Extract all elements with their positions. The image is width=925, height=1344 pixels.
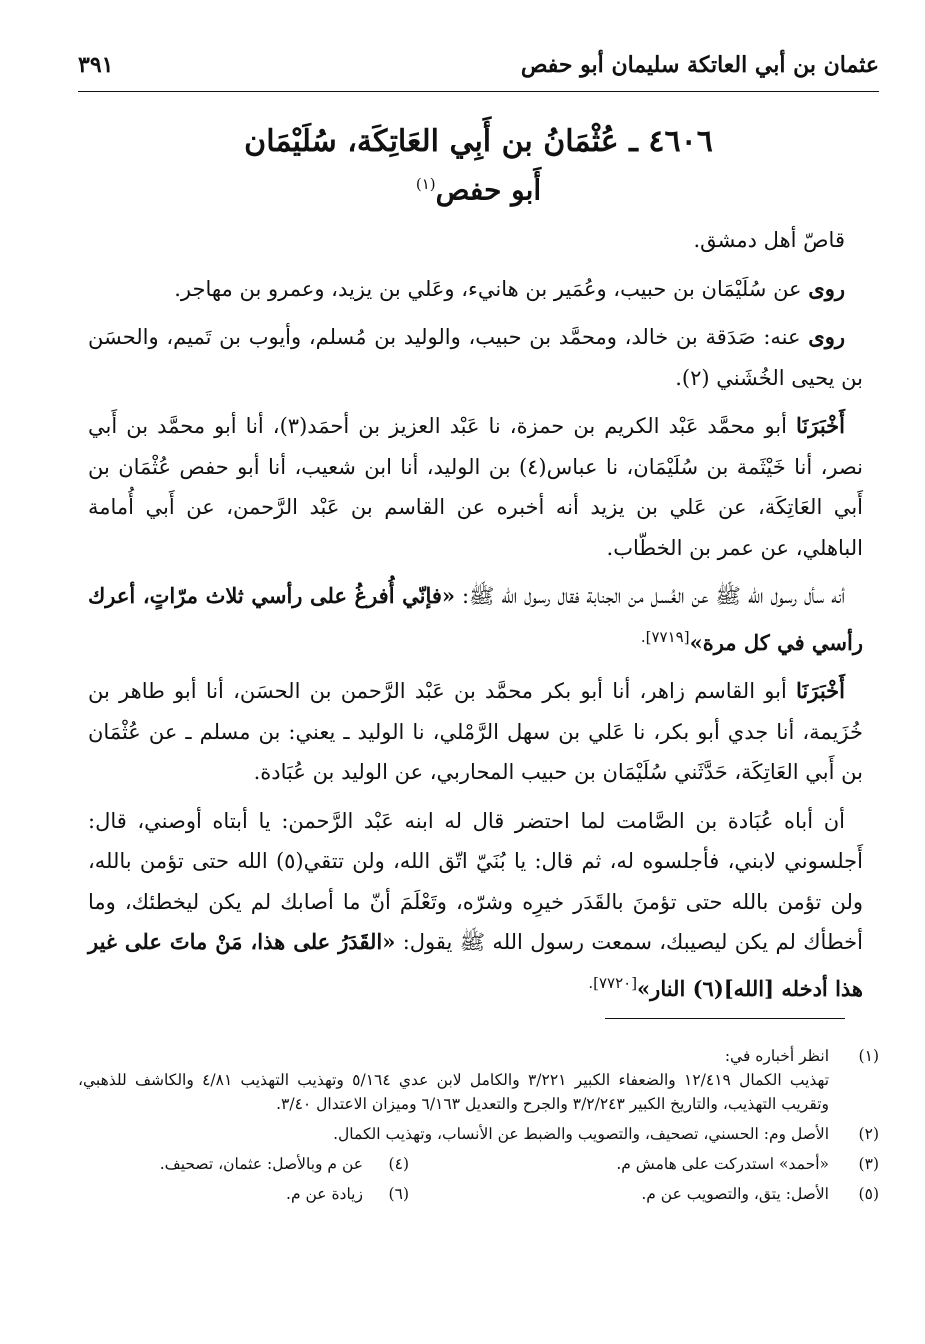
entry-title-kunya: أَبو حفص	[435, 173, 542, 207]
footnotes	[78, 1044, 879, 1212]
paragraph-hadith-1	[88, 576, 863, 663]
paragraph-hadith-2	[88, 801, 863, 1010]
footnote-text: الأصل: يتق، والتصويب عن م.	[641, 1185, 829, 1203]
paragraph-text: أن أباه عُبَادة بن الصَّامت لما احتضر قال له ابنه عَبْد الرَّحمن: يا أبتاه أوصني، قال: أَجلسوني لابني، فأجلسوه له، ثم قال: يا بُنَيّ اتّق الله، ولن تتقي(٥) الله حتى تؤمن بالله، ولن تؤمن بالله حتى تؤمنَ بالقَدَر خيرِه وشرّه، وتَعْلَمَ أنّ ما أصابك لم يكن ليخطئك، وما أخطأك لم يكن ليصيبك، سمعت رسول الله ﷺ يقول:	[88, 808, 863, 954]
entry-title-line-1: ٤٦٠٦ ـ عُثْمَانُ بن أَبِي العَاتِكَة، سُلَيْمَان	[244, 124, 713, 159]
paragraph-narrated-by	[88, 317, 863, 398]
paragraph-lead: أَخْبَرَنَا	[796, 413, 845, 438]
entry-title	[78, 120, 879, 210]
footnote-text: تهذيب الكمال ١٢/٤١٩ والضعفاء الكبير ٣/٢٢١ والكامل لابن عدي ٥/١٦٤ وتهذيب التهذيب ٤/٨١ والكاشف للذهبي، وتقريب التهذيب، والتاريخ الكبير ٣/٢/٢٤٣ والجرح والتعديل ٦/١٦٣ وميزان الاعتدال ٣/٤٠.	[78, 1071, 830, 1113]
page-number: ٣٩١	[78, 52, 114, 78]
paragraph-lead: روى	[808, 324, 845, 349]
hadith-quote: «القَدَرُ على هذا، مَنْ ماتَ على غير هذا أدخله [الله](٦) النار»	[88, 929, 863, 1001]
running-title: عثمان بن أبي العاتكة سليمان أبو حفص	[520, 52, 879, 78]
footnote-text: عن م وبالأصل: عثمان، تصحيف.	[159, 1155, 363, 1173]
paragraph-narrated-from	[88, 269, 863, 310]
paragraph-text: أنه سأل رسول الله ﷺ عن الغُسل من الجنابة فقال رسول الله ﷺ:	[455, 584, 846, 608]
paragraph-isnad-2	[88, 671, 863, 793]
footnote-text: زيادة عن م.	[286, 1185, 363, 1203]
footnote-pair-5-6	[78, 1182, 879, 1206]
footnote-1	[78, 1044, 879, 1116]
hadith-ref-number: [٧٧١٩].	[640, 627, 690, 646]
footnote-marker: (١)	[415, 175, 436, 193]
footnote-text: الأصل وم: الحسني، تصحيف، والتصويب والضبط عن الأنساب، وتهذيب الكمال.	[333, 1125, 829, 1143]
paragraph-text: أبو القاسم زاهر، أنا أبو بكر محمَّد بن عَبْد الرَّحمن بن الحسَن، أنا أبو طاهر بن خُزَيمة، أنا جدي أبو بكر، نا عَلي بن سهل الرَّمْلي، نا الوليد ـ يعني: بن مسلم ـ عن عُثْمَان بن أَبي العَاتِكَة، حَدَّثَني سُلَيْمَان بن حبيب المحاربي، عن الوليد بن عُبَادة.	[88, 679, 863, 784]
paragraph-isnad-1	[88, 406, 863, 568]
footnote-number: (١)	[858, 1047, 879, 1065]
footnote-text: انظر أخباره في:	[724, 1047, 829, 1065]
footnote-rule	[605, 1018, 845, 1019]
footnote-number: (٢)	[858, 1125, 879, 1143]
paragraph-lead: روى	[808, 275, 845, 301]
hadith-quote: «فإنّي أُفرغُ على رأسي ثلاث مرّاتٍ، أعرك رأسي في كل مرة»	[88, 583, 863, 655]
hadith-ref-number: [٧٧٢٠].	[588, 973, 638, 992]
paragraph-text: عنه: صَدَقة بن خالد، ومحمَّد بن حبيب، والوليد بن مُسلم، وأيوب بن تَميم، والحسَن بن يحيى الخُشَني (٢).	[88, 325, 863, 390]
body-text	[88, 220, 863, 1017]
footnote-6	[286, 1182, 409, 1206]
footnote-4	[160, 1152, 409, 1176]
footnote-text: «أحمد» استدركت على هامش م.	[616, 1155, 829, 1173]
footnote-number: (٦)	[388, 1185, 409, 1203]
header-rule	[78, 91, 879, 92]
paragraph-text: قاصّ أهل دمشق.	[693, 228, 845, 252]
entry-title-line-2	[78, 164, 879, 210]
paragraph-description	[88, 220, 863, 261]
running-header	[78, 52, 879, 86]
footnote-number: (٥)	[858, 1185, 879, 1203]
footnote-pair-3-4	[78, 1152, 879, 1176]
footnote-number: (٣)	[858, 1155, 879, 1173]
paragraph-text: أبو محمَّد عَبْد الكريم بن حمزة، نا عَبْد العزيز بن أحمَد(٣)، أنا أبو محمَّد بن أَبي نصر، أنا خَيْثَمة بن سُلَيْمَان، نا عباس(٤) بن الوليد، أنا ابن شعيب، أنا أبو حفص عُثْمَان بن أَبي العَاتِكَة، عن عَلي بن يزيد أنه أخبره عن القاسم بن عَبْد الرَّحمن، عن أَبي أُمامة الباهلي، عن عمر بن الخطّاب.	[88, 414, 863, 560]
footnote-5	[641, 1182, 879, 1206]
footnote-number: (٤)	[388, 1155, 409, 1173]
footnote-2	[78, 1122, 879, 1146]
paragraph-lead: أَخْبَرَنَا	[796, 678, 845, 703]
footnote-3	[616, 1152, 879, 1176]
paragraph-text: عن سُلَيْمَان بن حبيب، وعُمَير بن هانيء، وعَلي بن يزيد، وعمرو بن مهاجر.	[174, 276, 809, 301]
